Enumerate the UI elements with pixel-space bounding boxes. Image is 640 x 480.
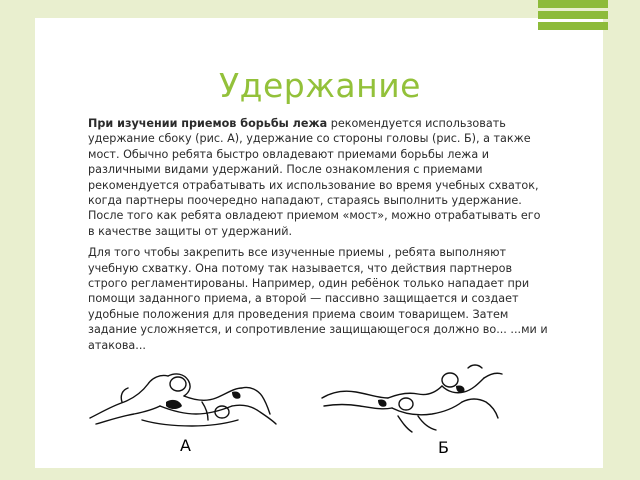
corner-accent-bars bbox=[538, 0, 608, 42]
figure-b-label: Б bbox=[438, 438, 449, 457]
slide-body bbox=[88, 116, 550, 359]
wrestlers-head-hold-drawing bbox=[318, 358, 506, 438]
wrestlers-side-hold-drawing bbox=[82, 362, 282, 434]
paragraph-2: Для того чтобы закрепить все изученные приемы , ребята выполняют учебную схватку. Она потому так называется, что действия партнеров строго регламентированы. Например, один ребёнок только нападает при помощи заданного приема, а второй — пассивно защищается и создает удобные положения для проведения приема своим товарищем. Затем задание усложняется, и сопротивление защищающегося должно во... ...ми и атакова... bbox=[88, 246, 548, 352]
figure-b-illustration bbox=[318, 358, 506, 438]
paragraph-1-bold: При изучении приемов борьбы лежа bbox=[88, 117, 328, 130]
figure-a-label: А bbox=[180, 436, 191, 455]
figure-a-illustration bbox=[82, 362, 282, 434]
paragraph-1 bbox=[88, 116, 550, 239]
paragraph-1-text: рекомендуется использовать удержание сбоку (рис. А), удержание со стороны головы (рис. Б), а также мост. Обычно ребята быстро овладевают приемами борьбы лежа и различными видами удержаний. После ознакомления с приемами рекомендуется отрабатывать их использование во время учебных схваток, когда партнеры поочередно нападают, стараясь выполнить удержание. После того как ребята овладеют приемом «мост», можно отрабатывать его в качестве защиты от удержаний. bbox=[88, 117, 541, 238]
slide-title: Удержание bbox=[219, 66, 421, 105]
